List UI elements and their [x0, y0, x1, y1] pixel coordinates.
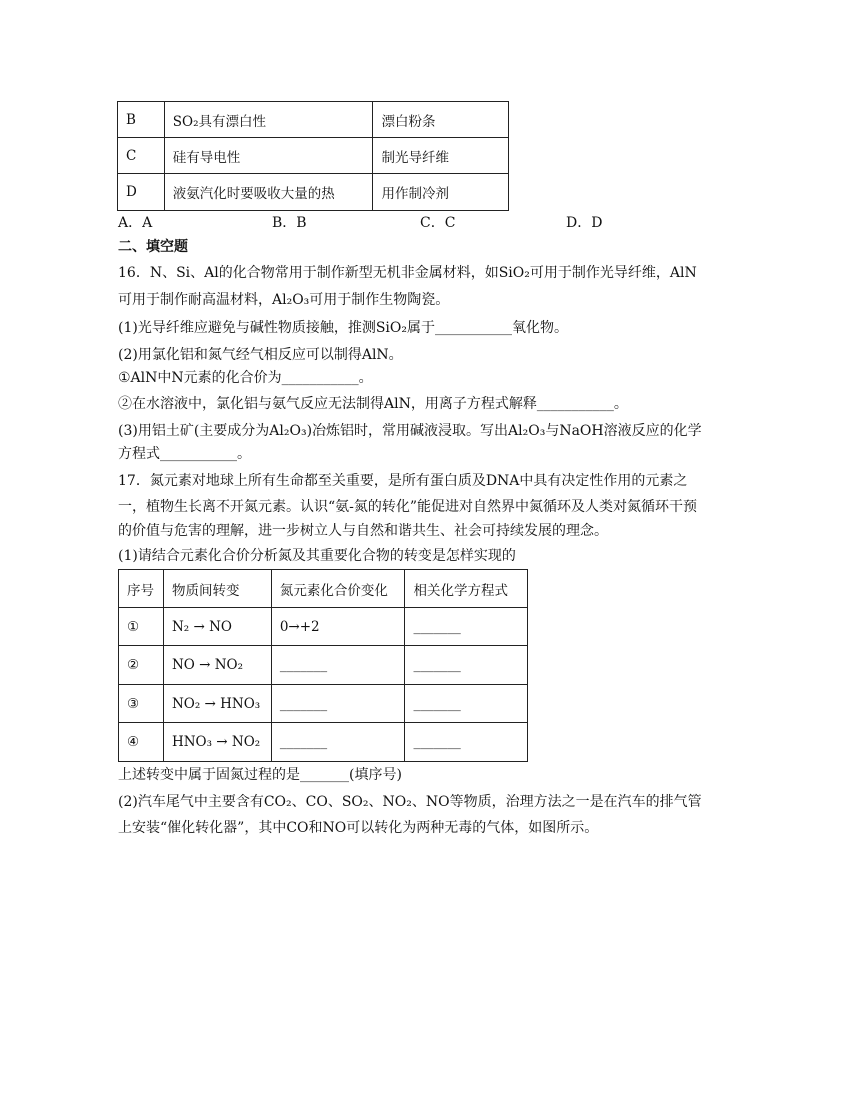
row-no: ③	[119, 685, 164, 723]
table-row	[118, 174, 509, 211]
row-valence[interactable]: _______	[271, 646, 405, 685]
table-header-row	[119, 570, 528, 608]
header-valence: 氮元素化合价变化	[271, 570, 405, 608]
table-row	[119, 685, 528, 723]
property-cell: 硅有导电性	[164, 138, 373, 174]
q16-part2: (2)用氯化铝和氮气经气相反应可以制得AlN。	[118, 347, 403, 363]
section-heading: 二、填空题	[118, 239, 188, 255]
property-cell: SO₂具有漂白性	[164, 102, 373, 138]
use-cell: 用作制冷剂	[373, 174, 509, 211]
row-valence: 0→+2	[271, 608, 405, 646]
q16-line1: 16．N、Si、Al的化合物常用于制作新型无机非金属材料，如SiO₂可用于制作光导纤维，AlN	[118, 265, 697, 281]
q16-part3a: (3)用铝土矿(主要成分为Al₂O₃)冶炼铝时，常用碱液浸取。写出Al₂O₃与NaOH溶液反应的化学	[118, 423, 702, 439]
property-cell: 液氨汽化时要吸收大量的热	[164, 174, 373, 211]
row-no: ②	[119, 646, 164, 685]
header-equation: 相关化学方程式	[405, 570, 528, 608]
q17-line2: 一，植物生长离不开氮元素。认识“氨-氮的转化”能促进对自然界中氮循环及人类对氮循环干预	[118, 499, 698, 515]
table-row	[119, 608, 528, 646]
q16-line2: 可用于制作耐高温材料，Al₂O₃可用于制作生物陶瓷。	[118, 292, 450, 308]
q16-part1: (1)光导纤维应避免与碱性物质接触，推测SiO₂属于___________氧化物。	[118, 320, 568, 336]
nitrogen-conversion-table	[118, 569, 528, 762]
row-change: N₂ → NO	[163, 608, 271, 646]
option-label: C	[118, 138, 165, 174]
row-no: ④	[119, 723, 164, 762]
q16-part2a: ①AlN中N元素的化合价为___________。	[118, 370, 373, 386]
row-change: NO₂ → HNO₃	[163, 685, 271, 723]
row-change: HNO₃ → NO₂	[163, 723, 271, 762]
q16-part2b: ②在水溶液中，氯化铝与氨气反应无法制得AlN，用离子方程式解释___________。	[118, 396, 628, 412]
q16-part3b: 方程式___________。	[118, 446, 251, 462]
row-valence[interactable]: _______	[271, 685, 405, 723]
row-no: ①	[119, 608, 164, 646]
header-change: 物质间转变	[163, 570, 271, 608]
choice-b[interactable]: B．B	[272, 215, 307, 231]
table-row	[118, 102, 509, 138]
row-change: NO → NO₂	[163, 646, 271, 685]
row-equation[interactable]: _______	[405, 608, 528, 646]
use-cell: 制光导纤维	[373, 138, 509, 174]
choice-a[interactable]: A．A	[118, 215, 153, 231]
row-valence[interactable]: _______	[271, 723, 405, 762]
option-label: B	[118, 102, 165, 138]
table-row	[119, 646, 528, 685]
q17-line3: 的价值与危害的理解，进一步树立人与自然和谐共生、社会可持续发展的理念。	[118, 523, 608, 539]
q17-line1: 17．氮元素对地球上所有生命都至关重要，是所有蛋白质及DNA中具有决定性作用的元素之	[118, 473, 688, 489]
property-use-table	[117, 101, 509, 211]
table-row	[119, 723, 528, 762]
choice-c[interactable]: C．C	[420, 215, 456, 231]
q17-part2b: 上安装“催化转化器”，其中CO和NO可以转化为两种无毒的气体，如图所示。	[118, 820, 599, 836]
row-equation[interactable]: _______	[405, 723, 528, 762]
q17-part2a: (2)汽车尾气中主要含有CO₂、CO、SO₂、NO₂、NO等物质，治理方法之一是在汽车的排气管	[118, 794, 702, 810]
q17-part1: (1)请结合元素化合价分析氮及其重要化合物的转变是怎样实现的	[118, 548, 516, 564]
q17-after-table: 上述转变中属于固氮过程的是_______(填序号)	[118, 767, 402, 783]
row-equation[interactable]: _______	[405, 646, 528, 685]
row-equation[interactable]: _______	[405, 685, 528, 723]
use-cell: 漂白粉条	[373, 102, 509, 138]
choice-d[interactable]: D．D	[566, 215, 603, 231]
table-row	[118, 138, 509, 174]
header-no: 序号	[119, 570, 164, 608]
option-label: D	[118, 174, 165, 211]
